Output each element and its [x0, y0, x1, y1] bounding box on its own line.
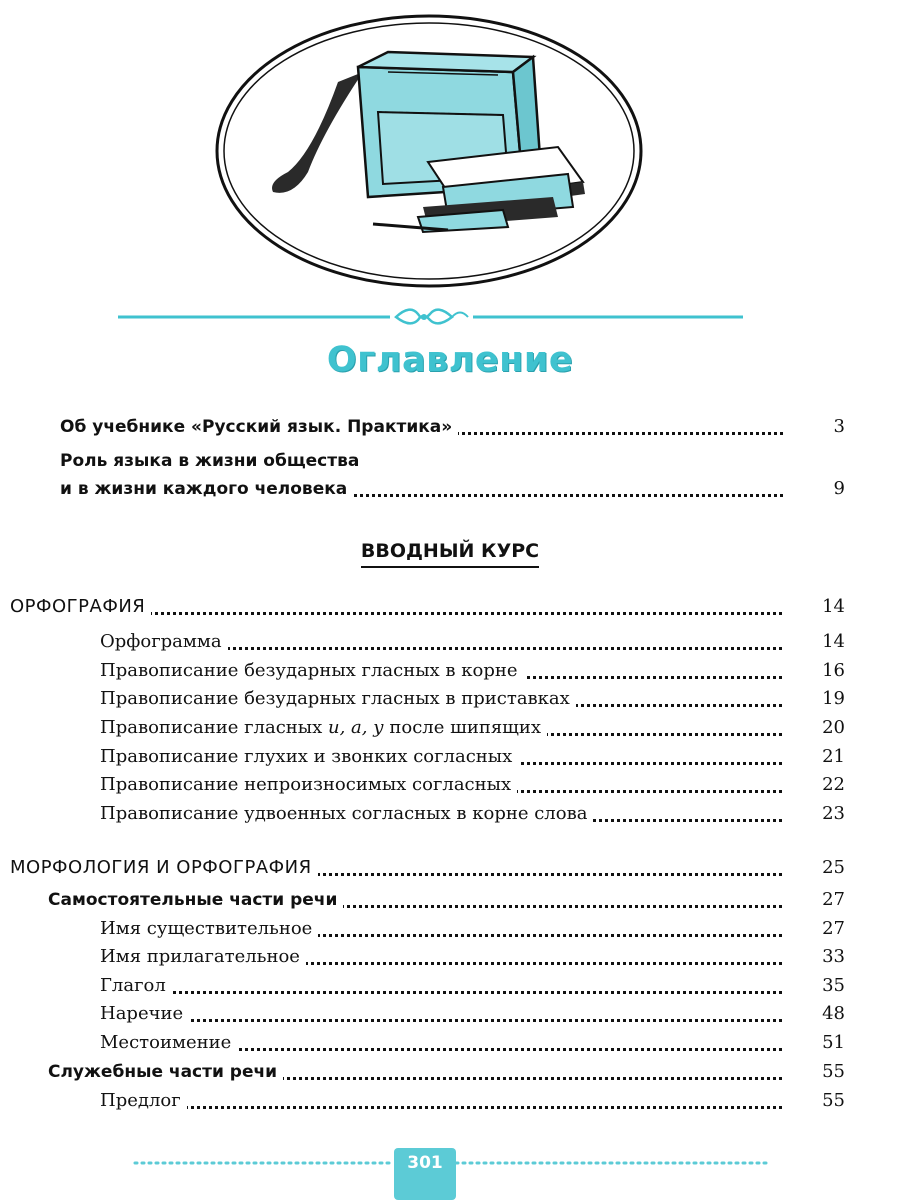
toc-item-label: Глагол	[100, 971, 172, 1001]
toc-chapter-page: 25	[785, 853, 845, 883]
toc-item-label: Правописание непроизносимых согласных	[100, 770, 517, 800]
toc-item-page: 51	[785, 1028, 845, 1058]
toc-item-label: Имя существительное	[100, 914, 318, 944]
toc-entry-label: и в жизни каждого человека	[60, 474, 353, 504]
toc-item-label: Правописание гласных и, а, у после шипящих	[100, 713, 547, 743]
toc-item-page: 55	[785, 1086, 845, 1116]
toc-item-label: Правописание безударных гласных в корне	[100, 656, 524, 686]
toc-item-page: 19	[785, 684, 845, 714]
toc-item-label: Правописание глухих и звонких согласных	[100, 742, 518, 772]
toc-entry[interactable]	[0, 412, 900, 442]
toc-item[interactable]	[0, 799, 900, 829]
toc-item-label: Местоимение	[100, 1028, 237, 1058]
toc-entry[interactable]	[0, 474, 900, 504]
toc-chapter-label: МОРФОЛОГИЯ И ОРФОГРАФИЯ	[10, 853, 318, 883]
toc-title: Оглавление	[326, 340, 574, 380]
toc-entry-label-line1: Роль языка в жизни общества	[60, 451, 360, 471]
toc-entry-page: 3	[785, 412, 845, 442]
toc-entry-label: Об учебнике «Русский язык. Практика»	[60, 412, 458, 442]
school-bag-illustration	[213, 12, 645, 290]
toc-item-label: Правописание безударных гласных в приставках	[100, 684, 576, 714]
dot-leader	[100, 992, 800, 1022]
toc-chapter[interactable]	[0, 592, 900, 622]
toc-item[interactable]	[0, 1086, 900, 1116]
toc-item-page: 14	[785, 627, 845, 657]
toc-item-page: 35	[785, 971, 845, 1001]
toc-subchapter-label: Служебные части речи	[48, 1057, 283, 1087]
toc-item-label: Правописание удвоенных согласных в корне слова	[100, 799, 593, 829]
toc-item-page: 16	[785, 656, 845, 686]
toc-entry-page: 9	[785, 474, 845, 504]
toc-subchapter-label: Самостоятельные части речи	[48, 885, 343, 915]
toc-item-label: Наречие	[100, 999, 189, 1029]
toc-item-page: 33	[785, 942, 845, 972]
toc-chapter-page: 14	[785, 592, 845, 622]
page-number: 301	[407, 1153, 443, 1173]
toc-item-label: Орфограмма	[100, 627, 228, 657]
ornament-divider	[118, 300, 743, 330]
toc-subchapter-page: 55	[785, 1057, 845, 1087]
toc-item-page: 22	[785, 770, 845, 800]
toc-chapter-label: ОРФОГРАФИЯ	[10, 592, 151, 622]
toc-item-page: 20	[785, 713, 845, 743]
toc-item-page: 27	[785, 914, 845, 944]
toc-item-label: Предлог	[100, 1086, 187, 1116]
toc-item-page: 21	[785, 742, 845, 772]
section-title: ВВОДНЫЙ КУРС	[0, 540, 900, 562]
toc-item-page: 23	[785, 799, 845, 829]
toc-item-label: Имя прилагательное	[100, 942, 306, 972]
toc-item-page: 48	[785, 999, 845, 1029]
toc-subchapter-page: 27	[785, 885, 845, 915]
